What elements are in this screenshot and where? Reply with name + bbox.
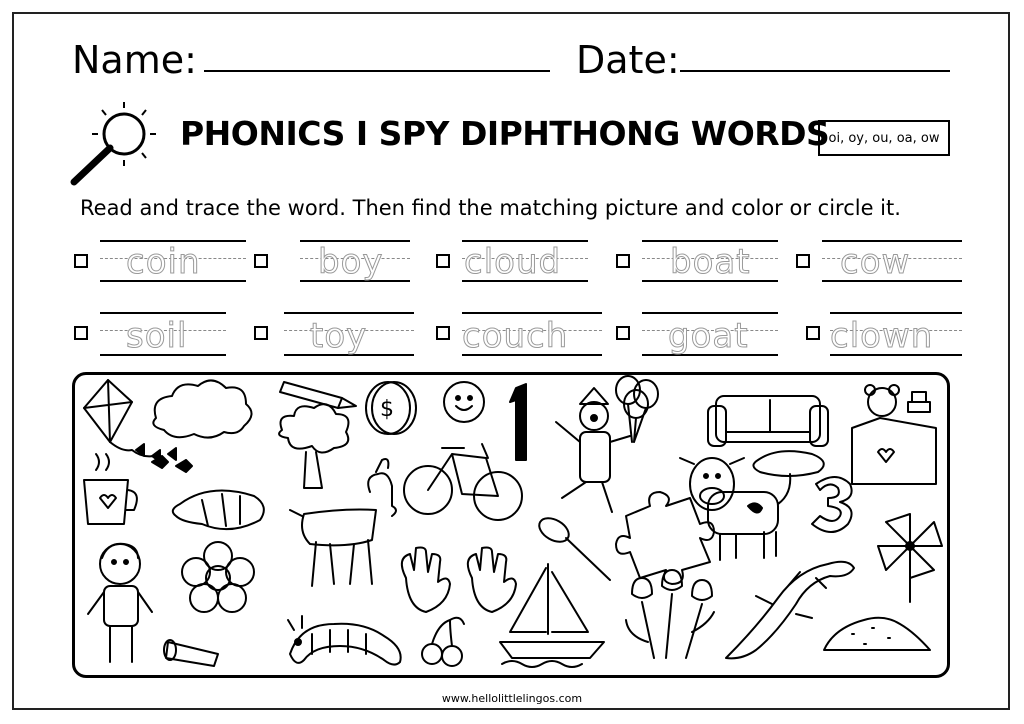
diphthong-tag: oi, oy, ou, oa, ow: [818, 120, 950, 156]
balloons-icon[interactable]: [616, 376, 658, 442]
footer-url[interactable]: www.hellolittlelingos.com: [441, 692, 583, 705]
smiley-icon[interactable]: [444, 382, 484, 422]
coin-icon[interactable]: [366, 382, 416, 434]
trace-word-coin[interactable]: [74, 228, 246, 284]
date-label: Date:: [576, 38, 680, 82]
cow-icon[interactable]: [680, 458, 790, 560]
checkbox[interactable]: [616, 326, 630, 340]
trace-word-goat[interactable]: [616, 300, 780, 358]
toy-box-icon[interactable]: [852, 385, 936, 484]
mug-icon[interactable]: [84, 454, 137, 524]
instructions: Read and trace the word. Then find the matching picture and color or circle it.: [80, 196, 901, 220]
name-line[interactable]: [204, 70, 550, 72]
svg-text:$: $: [380, 397, 394, 422]
checkbox[interactable]: [806, 326, 820, 340]
number-1-icon[interactable]: [510, 384, 526, 460]
checkbox[interactable]: [254, 326, 268, 340]
kite-icon[interactable]: [84, 380, 176, 462]
trace-word-boy[interactable]: [254, 228, 410, 284]
spoon-icon[interactable]: [535, 513, 610, 580]
pencil-icon[interactable]: [280, 382, 356, 408]
trace-text: couch: [462, 316, 569, 356]
couch-icon[interactable]: [708, 396, 828, 446]
clown-icon[interactable]: [556, 388, 630, 512]
checkbox[interactable]: [74, 254, 88, 268]
checkbox[interactable]: [796, 254, 810, 268]
gloves-icon[interactable]: [402, 548, 516, 613]
boy-icon[interactable]: [88, 544, 152, 662]
trace-text: cow: [840, 242, 911, 282]
number-3-icon[interactable]: [812, 477, 852, 532]
sailboat-icon[interactable]: [500, 564, 604, 667]
checkbox[interactable]: [254, 254, 268, 268]
checkbox[interactable]: [74, 326, 88, 340]
picture-layer: [72, 372, 950, 678]
trace-text: boy: [318, 242, 384, 282]
goat-icon[interactable]: [290, 459, 396, 586]
lizard-icon[interactable]: [726, 562, 854, 659]
trace-word-cloud[interactable]: [436, 228, 590, 284]
hay-icon[interactable]: [753, 451, 823, 476]
trace-word-clown[interactable]: [806, 300, 964, 358]
pinwheel-icon[interactable]: [878, 514, 942, 602]
checkbox[interactable]: [436, 326, 450, 340]
date-line[interactable]: [680, 70, 950, 72]
cloud-icon[interactable]: [153, 380, 251, 437]
bows-icon[interactable]: [152, 456, 192, 472]
checkbox[interactable]: [436, 254, 450, 268]
croissant-icon[interactable]: [173, 491, 264, 530]
trace-word-toy[interactable]: [254, 300, 414, 358]
trace-text: clown: [830, 316, 934, 356]
magnifier-icon: [66, 96, 166, 188]
worksheet-title: PHONICS I SPY DIPHTHONG WORDS: [180, 114, 830, 153]
checkbox[interactable]: [616, 254, 630, 268]
trace-word-soil[interactable]: [74, 300, 228, 358]
flower-icon[interactable]: [182, 542, 254, 612]
trace-text: soil: [126, 316, 188, 356]
bicycle-icon[interactable]: [404, 444, 522, 520]
trace-text: boat: [670, 242, 751, 282]
broccoli-icon[interactable]: [279, 404, 348, 488]
caterpillar-icon[interactable]: [288, 616, 401, 665]
name-label: Name:: [72, 38, 197, 82]
trace-text: goat: [668, 316, 749, 356]
party-horn-icon[interactable]: [164, 640, 218, 666]
trace-text: coin: [126, 242, 201, 282]
cherries-icon[interactable]: [422, 618, 464, 666]
trace-text: toy: [310, 316, 368, 356]
trace-word-boat[interactable]: [616, 228, 780, 284]
trace-word-couch[interactable]: [436, 300, 604, 358]
soil-pile-icon[interactable]: [824, 618, 930, 650]
trace-text: cloud: [464, 242, 562, 282]
trace-word-cow[interactable]: [796, 228, 964, 284]
